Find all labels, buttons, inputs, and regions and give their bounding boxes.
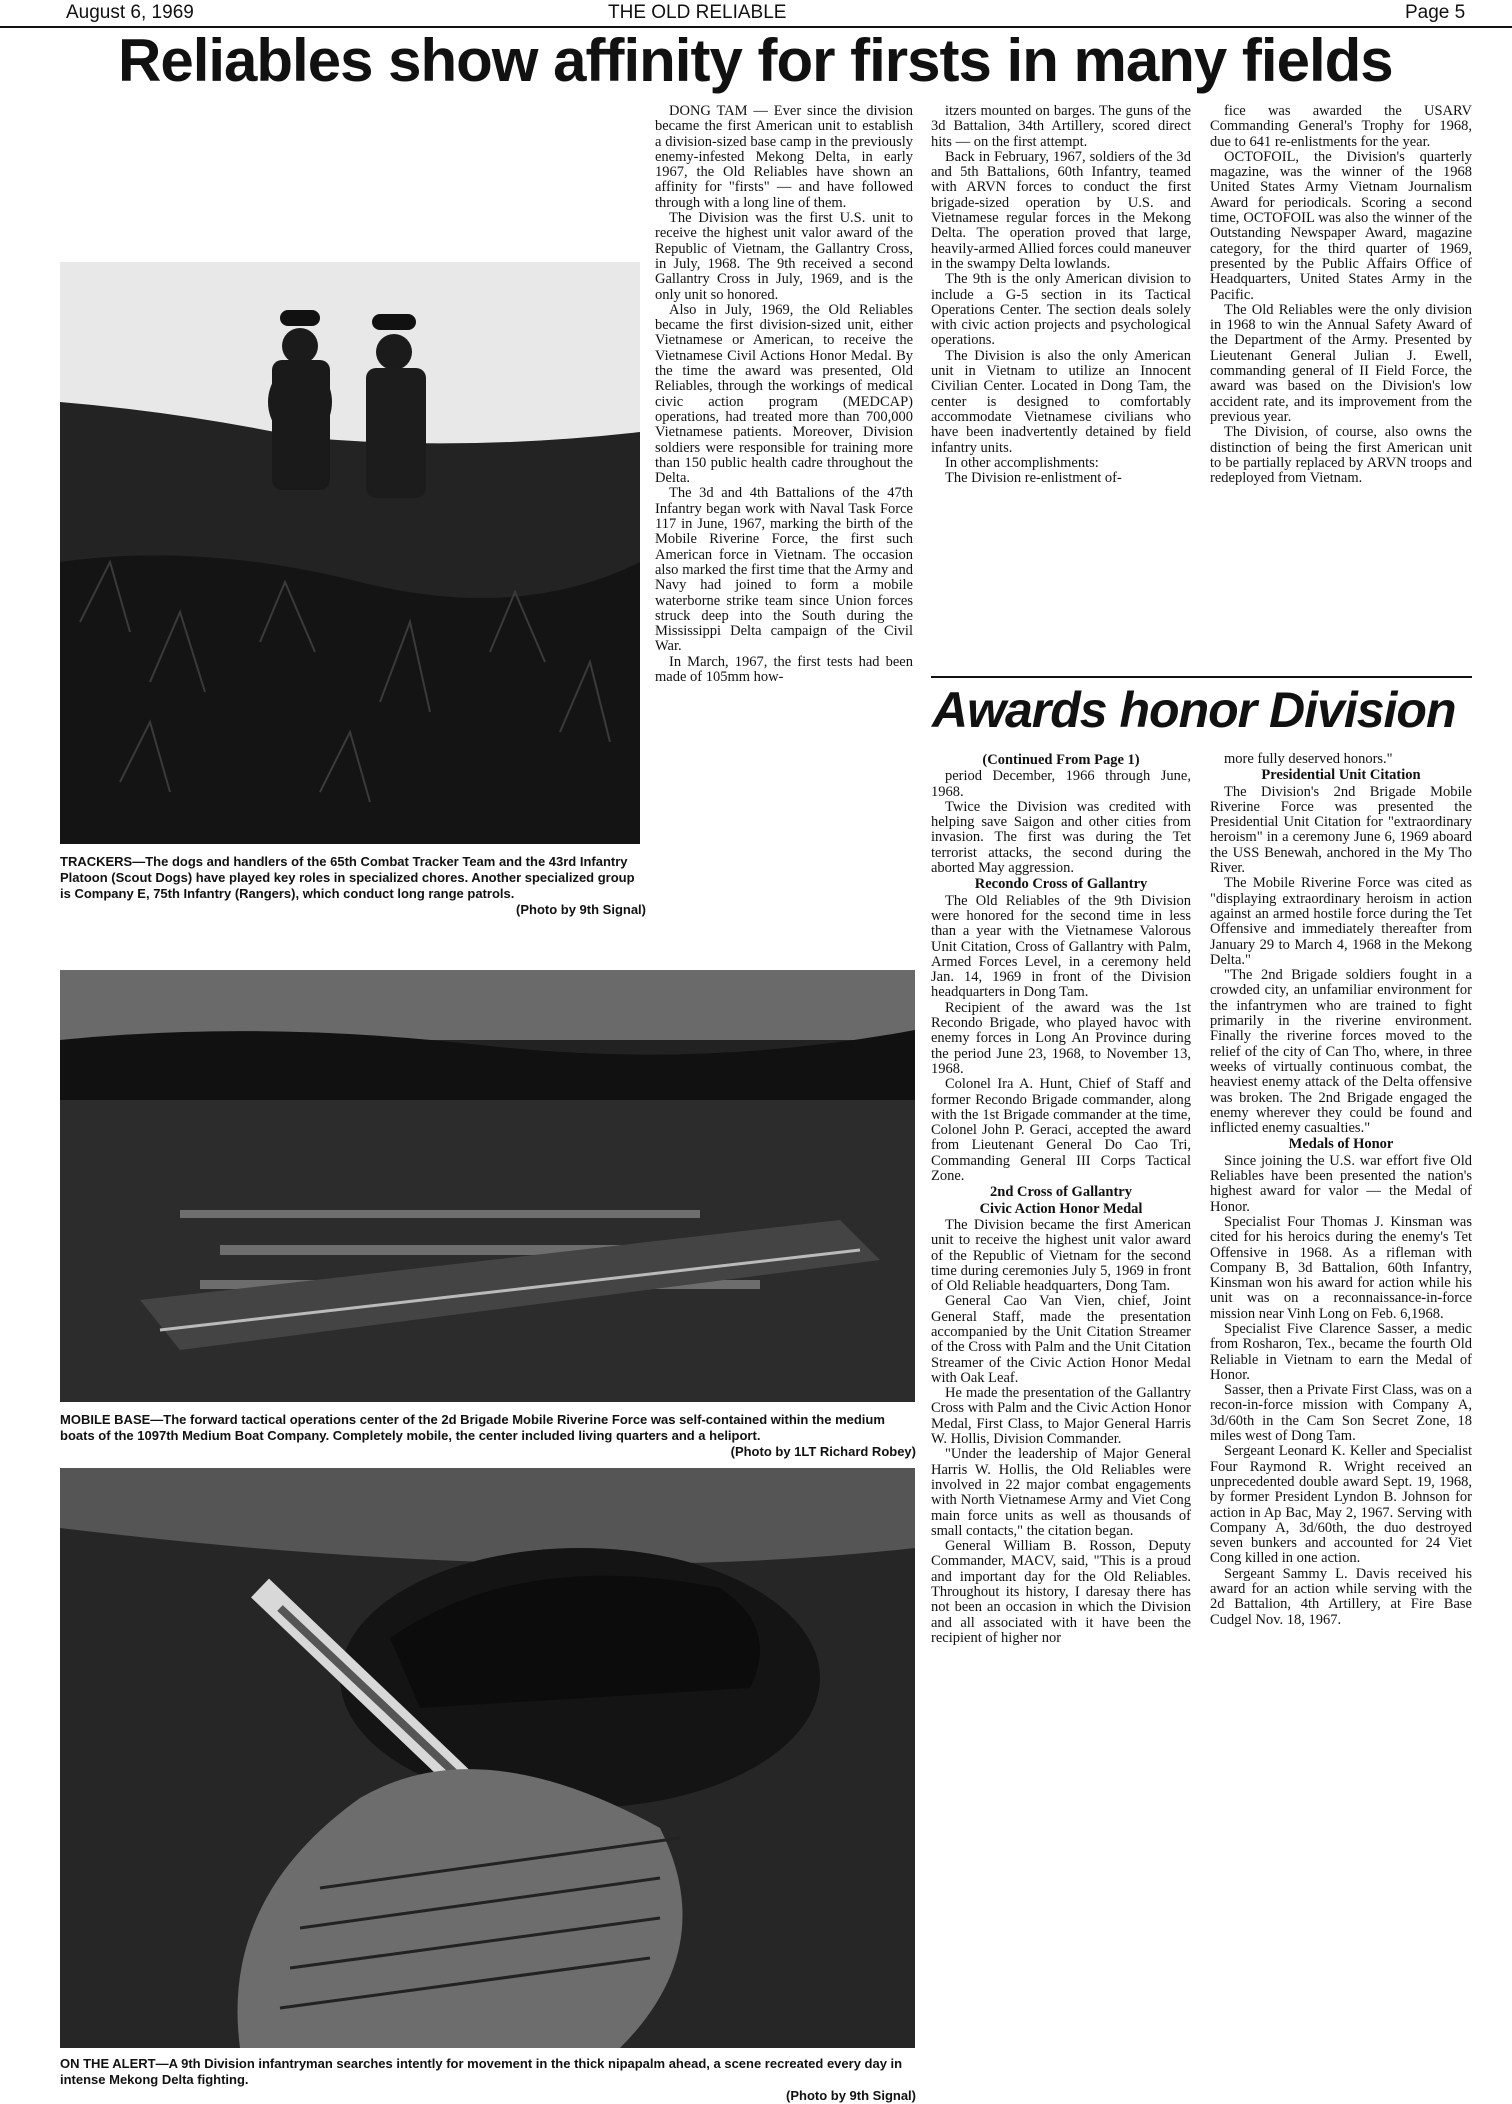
paragraph: Colonel Ira A. Hunt, Chief of Staff and former Recondo Brigade commander, along with the 1st Brigade commander at the time, Colonel John P. Geraci, accepted the award from Lieutenant General Do Cao Tri, Commanding General III Corps Tactical Zone. xyxy=(931,1076,1191,1185)
trackers-photo xyxy=(60,262,640,844)
paragraph: Recipient of the award was the 1st Recondo Brigade, who played havoc with enemy forces in Long An Province during the period June 23, 1968, to November 13, 1968. xyxy=(931,999,1191,1077)
paragraph: In March, 1967, the first tests had been made of 105mm how- xyxy=(655,653,913,685)
trackers-photo-credit: (Photo by 9th Signal) xyxy=(516,902,646,917)
paragraph: The 9th is the only American division to include a G-5 section in its Tactical Operations Center. The section deals solely with civic action projects and psychological operations. xyxy=(931,271,1191,349)
paragraph: fice was awarded the USARV Commanding General's Trophy for 1968, due to 641 re-enlistments for the year. xyxy=(1210,104,1472,150)
paragraph: General Cao Van Vien, chief, Joint General Staff, made the presentation accompanied by the Unit Citation Streamer of the Cross with Palm and the Unit Citation Streamer of the Civic Action Honor Medal with Oak Leaf. xyxy=(931,1293,1191,1386)
page-number: Page 5 xyxy=(1405,2,1466,23)
article1-column-1 xyxy=(655,104,913,960)
trackers-caption-text: TRACKERS—The dogs and handlers of the 65th Combat Tracker Team and the 43rd Infantry Platoon (Scout Dogs) have played key roles in specialized chores. Another specialized group is Company E, 75th Infantry (Rangers), which conduct long range patrols. xyxy=(60,854,635,901)
mobile-base-caption xyxy=(60,1412,916,1460)
paragraph: The 3d and 4th Battalions of the 47th Infantry began work with Naval Task Force 117 in June, 1967, marking the birth of the Mobile Riverine Force, the first such American force in Vietnam. The occasion also marked the first time that the Army and Navy had joined to form a mobile waterborne strike team since Union forces struck deep into the South during the Mississippi Delta campaign of the Civil War. xyxy=(655,485,913,655)
paragraph: DONG TAM — Ever since the division became the first American unit to establish a division-sized base camp in the previously enemy-infested Mekong Delta, in early 1967, the Old Reliables have shown an affinity for "firsts" — and have followed through with a long line of them. xyxy=(655,104,913,211)
paper-title: THE OLD RELIABLE xyxy=(608,2,787,23)
paragraph: The Division's 2nd Brigade Mobile Riverine Force was presented the Presidential Unit Citation for "extraordinary heroism" in a ceremony June 6, 1969 aboard the USS Benewah, anchored in the My Tho River. xyxy=(1210,783,1472,877)
paragraph: period December, 1966 through June, 1968. xyxy=(931,768,1191,800)
paragraph: In other accomplishments: xyxy=(945,454,1099,471)
paragraph: The Division is also the only American unit in Vietnam to utilize an Innocent Civilian Center. Located in Dong Tam, the center is designed to comfortably accommodate Vietnamese civilians who have been inadvertently detained by field infantry units. xyxy=(931,347,1191,456)
issue-date: August 6, 1969 xyxy=(66,2,194,23)
paragraph: "Under the leadership of Major General Harris W. Hollis, the Old Reliables were involved in 22 major combat engagements with North Vietnamese Army and Viet Cong main force units as well as thousands of small contacts," the citation began. xyxy=(931,1446,1191,1539)
paragraph: OCTOFOIL, the Division's quarterly magazine, was the winner of the 1968 United States Army Vietnam Journalism Award for periodicals. Scoring a second time, OCTOFOIL was also the winner of the Outstanding Newspaper Award, magazine category, for the third quarter of 1969, presented by the Public Affairs Office of Headquarters, United States Army in the Pacific. xyxy=(1210,148,1472,303)
paragraph: He made the presentation of the Gallantry Cross with Palm and the Civic Action Honor Medal, First Class, to Major General Harris W. Hollis, Division Commander. xyxy=(931,1385,1191,1448)
paragraph: The Division was the first U.S. unit to receive the highest unit valor award of the Republic of Vietnam, the Gallantry Cross, in July, 1968. The 9th received a second Gallantry Cross in July, 1969, and is the only unit so honored. xyxy=(655,210,913,303)
paragraph: Since joining the U.S. war effort five Old Reliables have been presented the nation's highest award for valor — the Medal of Honor. xyxy=(1210,1152,1472,1215)
paragraph: General William B. Rosson, Deputy Commander, MACV, said, "This is a proud and important day for the Old Reliables. Throughout its history, I daresay there has not been an occasion in which the Division and all associated with it have been the recipient of higher nor xyxy=(931,1538,1191,1646)
paragraph: The Old Reliables of the 9th Division were honored for the second time in less than a year with the Vietnamese Valorous Unit Citation, Cross of Gallantry with Palm, Armed Forces Level, in a ceremony held Jan. 14, 1969 in front of the Division headquarters in Dong Tam. xyxy=(931,892,1191,1001)
trackers-caption xyxy=(60,854,646,918)
paragraph: Back in February, 1967, soldiers of the 3d and 5th Battalions, 60th Infantry, teamed with ARVN forces to conduct the first brigade-sized operation by U.S. and Vietnamese regular forces in the Mekong Delta. The operation proved that large, heavily-armed Allied forces could maneuver in the swampy Delta lowlands. xyxy=(931,148,1191,272)
paragraph: itzers mounted on barges. The guns of the 3d Battalion, 34th Artillery, scored direct hits — on the first attempt. xyxy=(931,104,1191,150)
main-headline: Reliables show affinity for firsts in many fields xyxy=(118,27,1393,94)
on-the-alert-caption xyxy=(60,2056,916,2104)
article2-column-2 xyxy=(1210,752,1472,2086)
subhead: Recondo Cross of Gallantry xyxy=(974,876,1148,893)
mobile-base-caption-text: MOBILE BASE—The forward tactical operations center of the 2d Brigade Mobile Riverine Force was self-contained within the medium boats of the 1097th Medium Boat Company. Completely mobile, the center included living quarters and a heliport. xyxy=(60,1412,885,1443)
section-rule xyxy=(931,676,1472,678)
masthead xyxy=(0,0,1512,28)
paragraph: The Division became the first American unit to receive the highest unit valor award of the Republic of Vietnam for the second time during ceremonies July 5, 1969 in front of Old Reliable headquarters, Dong Tam. xyxy=(931,1216,1191,1295)
on-the-alert-caption-text: ON THE ALERT—A 9th Division infantryman searches intently for movement in the thick nipapalm ahead, a scene recreated every day in intense Mekong Delta fighting. xyxy=(60,2056,903,2087)
paragraph: The Division re-enlistment of- xyxy=(945,470,1122,487)
subhead: Civic Action Honor Medal xyxy=(979,1200,1143,1217)
paragraph: Also in July, 1969, the Old Reliables became the first division-sized unit, either Vietnamese or American, to receive the Vietnamese Civil Actions Honor Medal. By the time the award was presented, Old Reliables, through the workings of medical civic action program (MEDCAP) operations, had treated more than 700,000 Vietnamese patients. Moreover, Division soldiers were responsible for training more than 150 public health cadre throughout the Delta. xyxy=(655,301,913,487)
subhead: (Continued From Page 1) xyxy=(982,752,1140,768)
on-the-alert-photo-credit: (Photo by 9th Signal) xyxy=(786,2088,916,2103)
mobile-base-photo-credit: (Photo by 1LT Richard Robey) xyxy=(730,1444,916,1459)
paragraph: Specialist Five Clarence Sasser, a medic from Rosharon, Tex., became the fourth Old Reliable in Vietnam to earn the Medal of Honor. xyxy=(1210,1320,1472,1383)
mobile-base-photo xyxy=(60,970,915,1402)
paragraph: "The 2nd Brigade soldiers fought in a crowded city, an unfamiliar environment for the infantrymen who are trained to fight primarily in the riverine environment. Finally the riverine forces moved to the relief of the city of Can Tho, where, in three weeks of virtually continuous combat, the heaviest enemy attack of the Delta offensive was broken. The 2nd Brigade engaged the enemy wherever they could be found and inflicted enemy casualties." xyxy=(1210,967,1472,1137)
subhead: Medals of Honor xyxy=(1288,1136,1394,1153)
paragraph: The Mobile Riverine Force was cited as "displaying extraordinary heroism in action against an armed hostile force during the Tet Offensive and immediately thereafter from January 29 to March 4, 1968 in the Mekong Delta." xyxy=(1210,875,1472,968)
paragraph: Twice the Division was credited with helping save Saigon and other cities from invasion. The first was during the Tet terrorist attacks, the second during the aborted May aggression. xyxy=(931,798,1191,877)
paragraph: Sasser, then a Private First Class, was on a recon-in-force mission with Company A, 3d/60th in the Cam Son Secret Zone, 18 miles west of Dong Tam. xyxy=(1210,1382,1472,1445)
awards-headline: Awards honor Division xyxy=(932,682,1456,738)
subhead: Presidential Unit Citation xyxy=(1261,767,1421,784)
paragraph: Sergeant Leonard K. Keller and Specialist Four Raymond R. Wright received an unprecedented double award Sept. 19, 1968, by former President Lyndon B. Johnson for action in Ap Bac, May 2, 1967. Serving with Company A, 3d/60th, the duo destroyed seven bunkers and accounted for 24 Viet Cong killed in one action. xyxy=(1210,1443,1472,1567)
paragraph: The Division, of course, also owns the distinction of being the first American unit to be partially replaced by ARVN troops and redeployed from Vietnam. xyxy=(1210,424,1472,487)
paragraph: Sergeant Sammy L. Davis received his award for an action while serving with the 2d Battalion, 4th Artillery, at Fire Base Cudgel Nov. 18, 1967. xyxy=(1210,1565,1472,1628)
article2-column-1 xyxy=(931,752,1191,2086)
subhead: 2nd Cross of Gallantry xyxy=(990,1184,1132,1201)
article1-column-3 xyxy=(1210,104,1472,669)
paragraph: The Old Reliables were the only division in 1968 to win the Annual Safety Award of the Department of the Army. Presented by Lieutenant General Julian J. Ewell, commanding general of II Field Force, the award was based on the Division's low accident rate, and its improvement from the previous year. xyxy=(1210,301,1472,425)
on-the-alert-photo xyxy=(60,1468,915,2048)
paragraph: Specialist Four Thomas J. Kinsman was cited for his heroics during the enemy's Tet Offensive in 1968. As a rifleman with Company B, 3d Battalion, 60th Infantry, Kinsman won his award for action while his unit was on a reconnaissance-in-force mission near Vinh Long on Feb. 6,1968. xyxy=(1210,1213,1472,1322)
article1-column-2 xyxy=(931,104,1191,669)
paragraph: more fully deserved honors." xyxy=(1224,752,1393,767)
